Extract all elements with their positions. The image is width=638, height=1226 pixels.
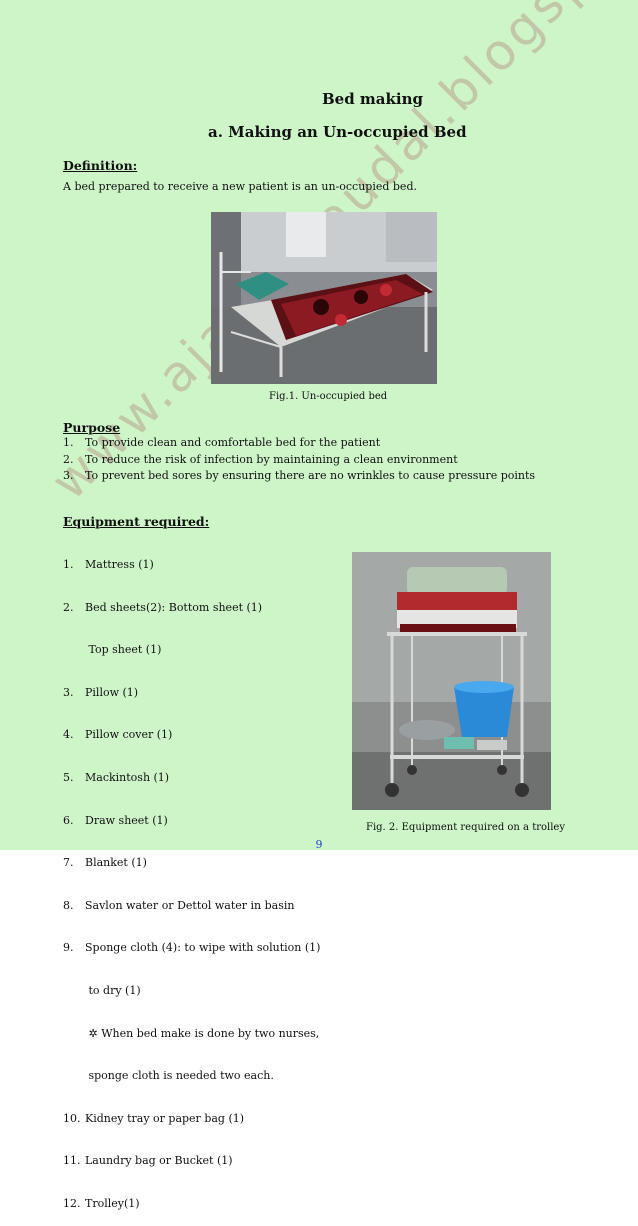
list-item: 9. Sponge cloth (4): to wipe with solution (1): [63, 941, 321, 955]
list-item: to dry (1): [85, 983, 141, 997]
list-item: 8. Savlon water or Dettol water in basin: [63, 898, 295, 912]
list-item: 7. Blanket (1): [63, 856, 147, 870]
list-item: 12. Trolley(1): [63, 1196, 140, 1210]
list-item: ✲ When bed make is done by two nurses,: [85, 1026, 320, 1040]
list-item: 6. Draw sheet (1): [63, 813, 168, 827]
definition-heading: Definition:: [63, 158, 138, 173]
list-item: 4. Pillow cover (1): [63, 728, 173, 742]
equipment-trolley-photo: [352, 552, 551, 810]
unoccupied-bed-photo: [211, 212, 437, 384]
figure1-caption: Fig.1. Un-occupied bed: [269, 391, 388, 402]
section-subtitle: a. Making an Un-occupied Bed: [208, 123, 467, 141]
equipment-heading: Equipment required:: [63, 514, 210, 529]
list-item: 5. Mackintosh (1): [63, 770, 170, 784]
list-item: 2. Bed sheets(2): Bottom sheet (1): [63, 600, 263, 614]
definition-text: A bed prepared to receive a new patient is an un-occupied bed.: [63, 180, 417, 193]
list-item: 2. To reduce the risk of infection by maintaining a clean environment: [63, 452, 458, 466]
list-item: sponge cloth is needed two each.: [85, 1069, 274, 1083]
figure2-caption: Fig. 2. Equipment required on a trolley: [366, 822, 565, 833]
list-item: Top sheet (1): [85, 643, 162, 657]
list-item: 11. Laundry bag or Bucket (1): [63, 1154, 233, 1168]
page-title: Bed making: [322, 90, 424, 108]
equipment-list: [63, 531, 320, 1226]
page-number: 9: [315, 838, 323, 851]
purpose-heading: Purpose: [63, 420, 121, 435]
list-item: 1. Mattress (1): [63, 558, 154, 571]
list-item: 3. Pillow (1): [63, 685, 139, 699]
list-item: 10. Kidney tray or paper bag (1): [63, 1111, 245, 1125]
purpose-list: [63, 435, 535, 485]
list-item: 1. To provide clean and comfortable bed for the patient: [63, 436, 381, 449]
list-item: 3. To prevent bed sores by ensuring there are no wrinkles to cause pressure points: [63, 469, 536, 483]
